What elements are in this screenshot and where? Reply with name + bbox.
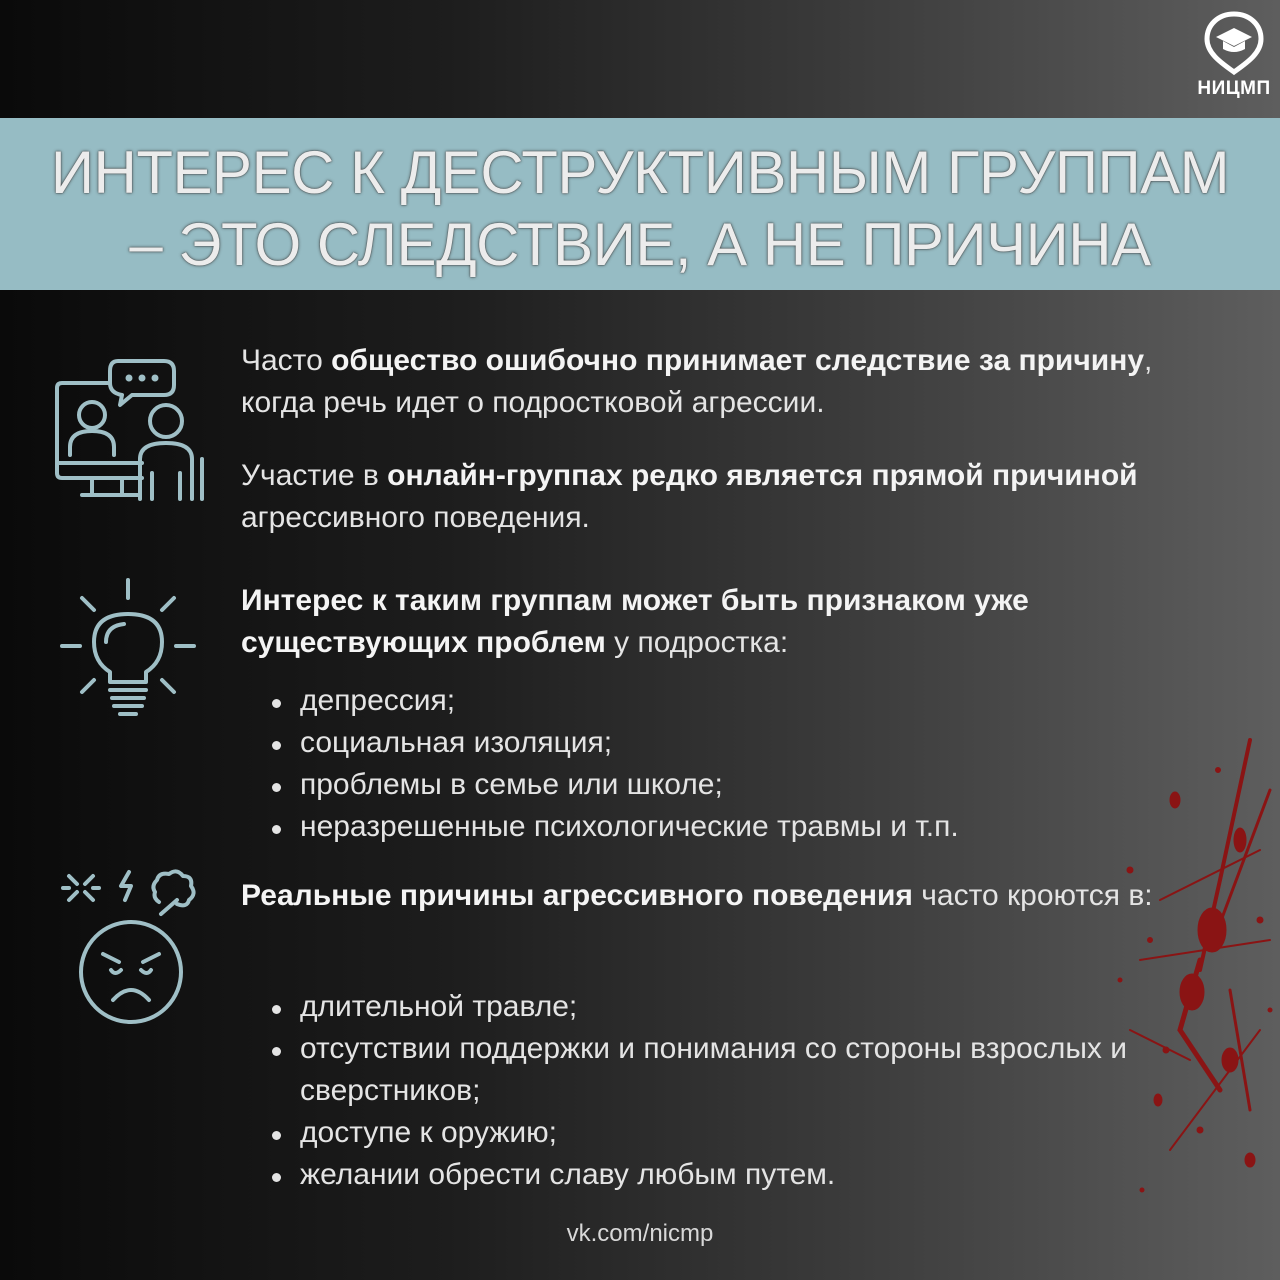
graduation-cap-pin-icon xyxy=(1203,10,1265,76)
angry-face-icon xyxy=(55,868,207,1033)
paragraph-4 xyxy=(241,875,1201,917)
title-line-1: ИНТЕРЕС К ДЕСТРУКТИВНЫМ ГРУППАМ xyxy=(50,139,1230,206)
paragraph-1-text-c: , когда речь идет о подростковой агрессии. xyxy=(241,344,1153,419)
footer-link[interactable]: vk.com/nicmp xyxy=(566,1220,714,1247)
paragraph-2-bold: онлайн-группах редко является прямой причиной xyxy=(387,459,1138,492)
paragraph-3 xyxy=(241,580,1201,664)
problems-list xyxy=(241,680,1181,848)
list-item: неразрешенные психологические травмы и т.п. xyxy=(241,806,1181,848)
title-banner xyxy=(0,118,1280,290)
causes-list xyxy=(241,986,1181,1196)
paragraph-2-text-a: Участие в xyxy=(241,459,388,492)
lightbulb-icon xyxy=(58,578,198,729)
paragraph-4-text: часто кроются в: xyxy=(912,879,1153,912)
paragraph-1 xyxy=(241,340,1201,424)
paragraph-2-text-c: агрессивного поведения. xyxy=(241,501,590,534)
list-item: желании обрести славу любым путем. xyxy=(241,1154,1181,1196)
list-item: длительной травле; xyxy=(241,986,1181,1028)
paragraph-1-bold: общество ошибочно принимает следствие за причину xyxy=(331,344,1145,377)
title-line-2: – ЭТО СЛЕДСТВИЕ, А НЕ ПРИЧИНА xyxy=(129,211,1151,278)
paragraph-3-bold: Интерес к таким группам может быть признаком уже существующих проблем xyxy=(241,584,1029,659)
blood-splatter-decoration xyxy=(1100,730,1278,1215)
list-item: доступе к оружию; xyxy=(241,1112,1181,1154)
video-call-people-icon xyxy=(52,355,208,508)
paragraph-1-text-a: Часто xyxy=(241,344,332,377)
paragraph-2 xyxy=(241,455,1201,539)
paragraph-3-text: у подростка: xyxy=(605,626,789,659)
paragraph-4-bold: Реальные причины агрессивного поведения xyxy=(241,879,913,912)
logo-text: НИЦМП xyxy=(1197,78,1271,99)
list-item: социальная изоляция; xyxy=(241,722,1181,764)
list-item: проблемы в семье или школе; xyxy=(241,764,1181,806)
list-item: депрессия; xyxy=(241,680,1181,722)
logo xyxy=(1196,10,1272,104)
list-item: отсутствии поддержки и понимания со стороны взрослых и сверстников; xyxy=(241,1028,1181,1112)
